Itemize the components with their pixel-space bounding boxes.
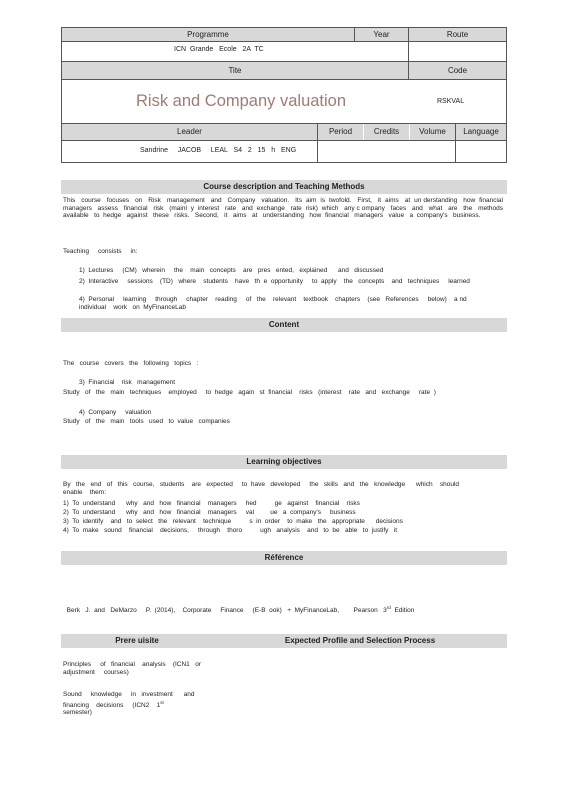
edition-number: 3 xyxy=(383,606,387,614)
edition-word: Edition xyxy=(394,606,415,614)
leader-value: Sandrine JACOB LEAL S4 2 15 h ENG xyxy=(140,147,297,154)
teaching-item-2: 2) Interactive sessions (TD) where students have th e opportunity to apply the concepts and techniques learned xyxy=(79,278,470,285)
content-heading: Content xyxy=(61,318,507,332)
topic-2-desc: Study of the main tools used to value companies xyxy=(63,418,230,425)
topic-1-desc: Study of the main techniques employed to hedge again st financial risks (interest rate and exchange rate ) xyxy=(63,389,436,396)
prerequisite-2 xyxy=(63,691,208,717)
reference-text xyxy=(63,596,414,614)
period-label: Period xyxy=(318,124,363,140)
objective-1: 1) To understand why and how financial managers hed ge against financial risks xyxy=(63,500,360,507)
objective-4: 4) To make sound financial decisions, through thoro ugh analysis and to be able to justify it xyxy=(63,527,398,534)
objectives-heading: Learning objectives xyxy=(61,455,507,469)
year-label: Year xyxy=(355,28,408,41)
prerequisite-2-text: Sound knowledge in investment and financing decisions (ICN2 1 xyxy=(63,691,200,709)
reference-citation: Berk J. and DeMarzo P. (2014), Corporate Finance (E-B ook) + MyFinanceLab, Pearson xyxy=(66,606,378,614)
description-para: This course focuses on Risk management and Company valuation. Its aim is twofold. First, it aims at un derstanding how financial managers assess financial risk (mainl y interest rate and exchange rate risk) which any c ompany faces and what are the methods available to hedge against these risks. Second, it aims at understanding how financial managers value a company's business. xyxy=(63,197,509,220)
credits-label: Credits xyxy=(364,124,409,140)
semester-superscript: st xyxy=(160,699,164,705)
prerequisite-2-semester: semester) xyxy=(63,709,92,717)
teaching-item-3: 4) Personal learning through chapter reading of the relevant textbook chapters (see References below) a nd individual work on MyFinanceLab xyxy=(79,296,473,311)
volume-label: Volume xyxy=(410,124,455,140)
teaching-label: Teaching consists in: xyxy=(63,248,138,255)
prerequisite-1: Principles of financial analysis (ICN1 or adjustment courses) xyxy=(63,661,205,676)
objective-2: 2) To understand why and how financial managers val ue a company's business xyxy=(63,509,356,516)
topic-1-title: 3) Financial risk management xyxy=(79,379,176,386)
route-label: Route xyxy=(409,28,506,41)
title-label: Tite xyxy=(62,62,408,79)
edition-superscript: rd xyxy=(386,604,391,610)
description-heading: Course description and Teaching Methods xyxy=(61,180,507,194)
expected-profile-heading: Expected Profile and Selection Process xyxy=(213,634,507,648)
topic-2-title: 4) Company valuation xyxy=(79,409,152,416)
programme-label: Programme xyxy=(62,28,354,41)
objective-3: 3) To identify and to select the relevant technique s in order to make the appropriate decisions xyxy=(63,518,403,525)
code-label: Code xyxy=(409,62,506,79)
teaching-item-1: 1) Lectures (CM) wherein the main concepts are pres ented, explained and discussed xyxy=(79,267,384,274)
prerequisite-heading: Prere uisite xyxy=(61,634,213,648)
course-code: RSKVAL xyxy=(437,98,465,105)
language-label: Language xyxy=(456,124,506,140)
reference-heading: Référence xyxy=(61,551,507,565)
leader-label: Leader xyxy=(62,124,317,140)
course-title: Risk and Company valuation xyxy=(136,92,347,110)
programme-value: ICN Grande Ecole 2A TC xyxy=(174,46,264,53)
content-intro: The course covers the following topics : xyxy=(63,360,199,367)
objectives-intro: By the end of this course, students are expected to have developed the skills and the knowledge which should enable them: xyxy=(63,481,465,496)
